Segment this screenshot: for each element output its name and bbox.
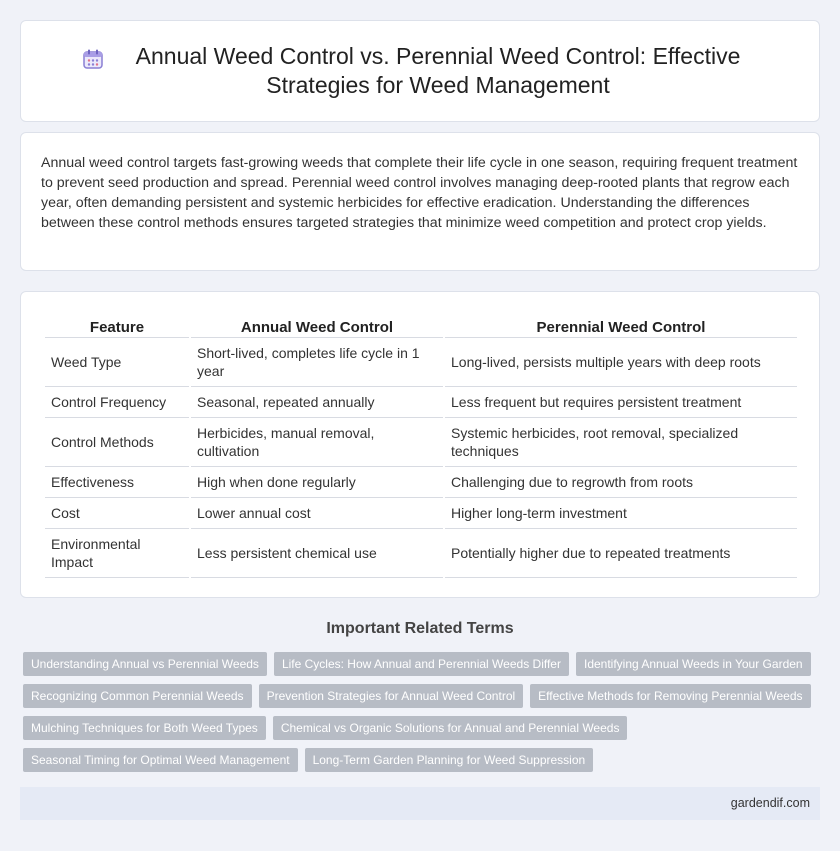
feature-cell: Environmental Impact [45,529,189,578]
perennial-cell: Challenging due to regrowth from roots [445,467,797,498]
intro-card [20,132,820,271]
perennial-cell: Systemic herbicides, root removal, specialized techniques [445,418,797,467]
related-term-tag[interactable]: Effective Methods for Removing Perennial Weeds [530,684,810,708]
header-perennial: Perennial Weed Control [445,316,797,338]
related-term-tag[interactable]: Understanding Annual vs Perennial Weeds [23,652,267,676]
title-card [20,20,820,122]
footer [20,787,820,820]
related-term-tag[interactable]: Long-Term Garden Planning for Weed Suppression [305,748,594,772]
perennial-cell: Long-lived, persists multiple years with deep roots [445,338,797,387]
related-terms-title: Important Related Terms [326,620,514,637]
related-terms-list [23,652,823,780]
table-row [45,467,797,498]
feature-cell: Control Frequency [45,387,189,418]
annual-cell: Less persistent chemical use [191,529,443,578]
feature-cell: Cost [45,498,189,529]
feature-cell: Weed Type [45,338,189,387]
comparison-table-card [20,291,820,598]
header-annual: Annual Weed Control [191,316,443,338]
related-term-tag[interactable]: Recognizing Common Perennial Weeds [23,684,252,708]
table-row [45,338,797,387]
intro-paragraph: Annual weed control targets fast-growing weeds that complete their life cycle in one season, requiring frequent treatment to prevent seed production and spread. Perennial weed control involves managing deep-rooted plants that regrow each year, often demanding persistent and systemic herbicides for effective eradication. Understanding the differences between these control methods ensures targeted strategies that minimize weed competition and protect crop yields. [41,155,798,231]
comparison-table [43,316,799,578]
annual-cell: Herbicides, manual removal, cultivation [191,418,443,467]
related-term-tag[interactable]: Chemical vs Organic Solutions for Annual and Perennial Weeds [273,716,628,740]
related-term-tag[interactable]: Seasonal Timing for Optimal Weed Management [23,748,298,772]
perennial-cell: Higher long-term investment [445,498,797,529]
annual-cell: Short-lived, completes life cycle in 1 year [191,338,443,387]
perennial-cell: Potentially higher due to repeated treatments [445,529,797,578]
annual-cell: High when done regularly [191,467,443,498]
perennial-cell: Less frequent but requires persistent treatment [445,387,797,418]
feature-cell: Effectiveness [45,467,189,498]
table-row [45,387,797,418]
related-term-tag[interactable]: Life Cycles: How Annual and Perennial Weeds Differ [274,652,569,676]
table-row [45,498,797,529]
table-row [45,418,797,467]
header-feature: Feature [45,316,189,338]
related-term-tag[interactable]: Prevention Strategies for Annual Weed Control [259,684,524,708]
footer-site-link[interactable]: gardendif.com [730,796,810,810]
table-row [45,529,797,578]
feature-cell: Control Methods [45,418,189,467]
annual-cell: Seasonal, repeated annually [191,387,443,418]
related-term-tag[interactable]: Mulching Techniques for Both Weed Types [23,716,266,740]
table-header-row [45,316,797,338]
annual-cell: Lower annual cost [191,498,443,529]
title-wrap [82,42,758,100]
calendar-icon [82,48,104,70]
page-title: Annual Weed Control vs. Perennial Weed Control: Effective Strategies for Weed Management [135,43,741,98]
related-term-tag[interactable]: Identifying Annual Weeds in Your Garden [576,652,811,676]
